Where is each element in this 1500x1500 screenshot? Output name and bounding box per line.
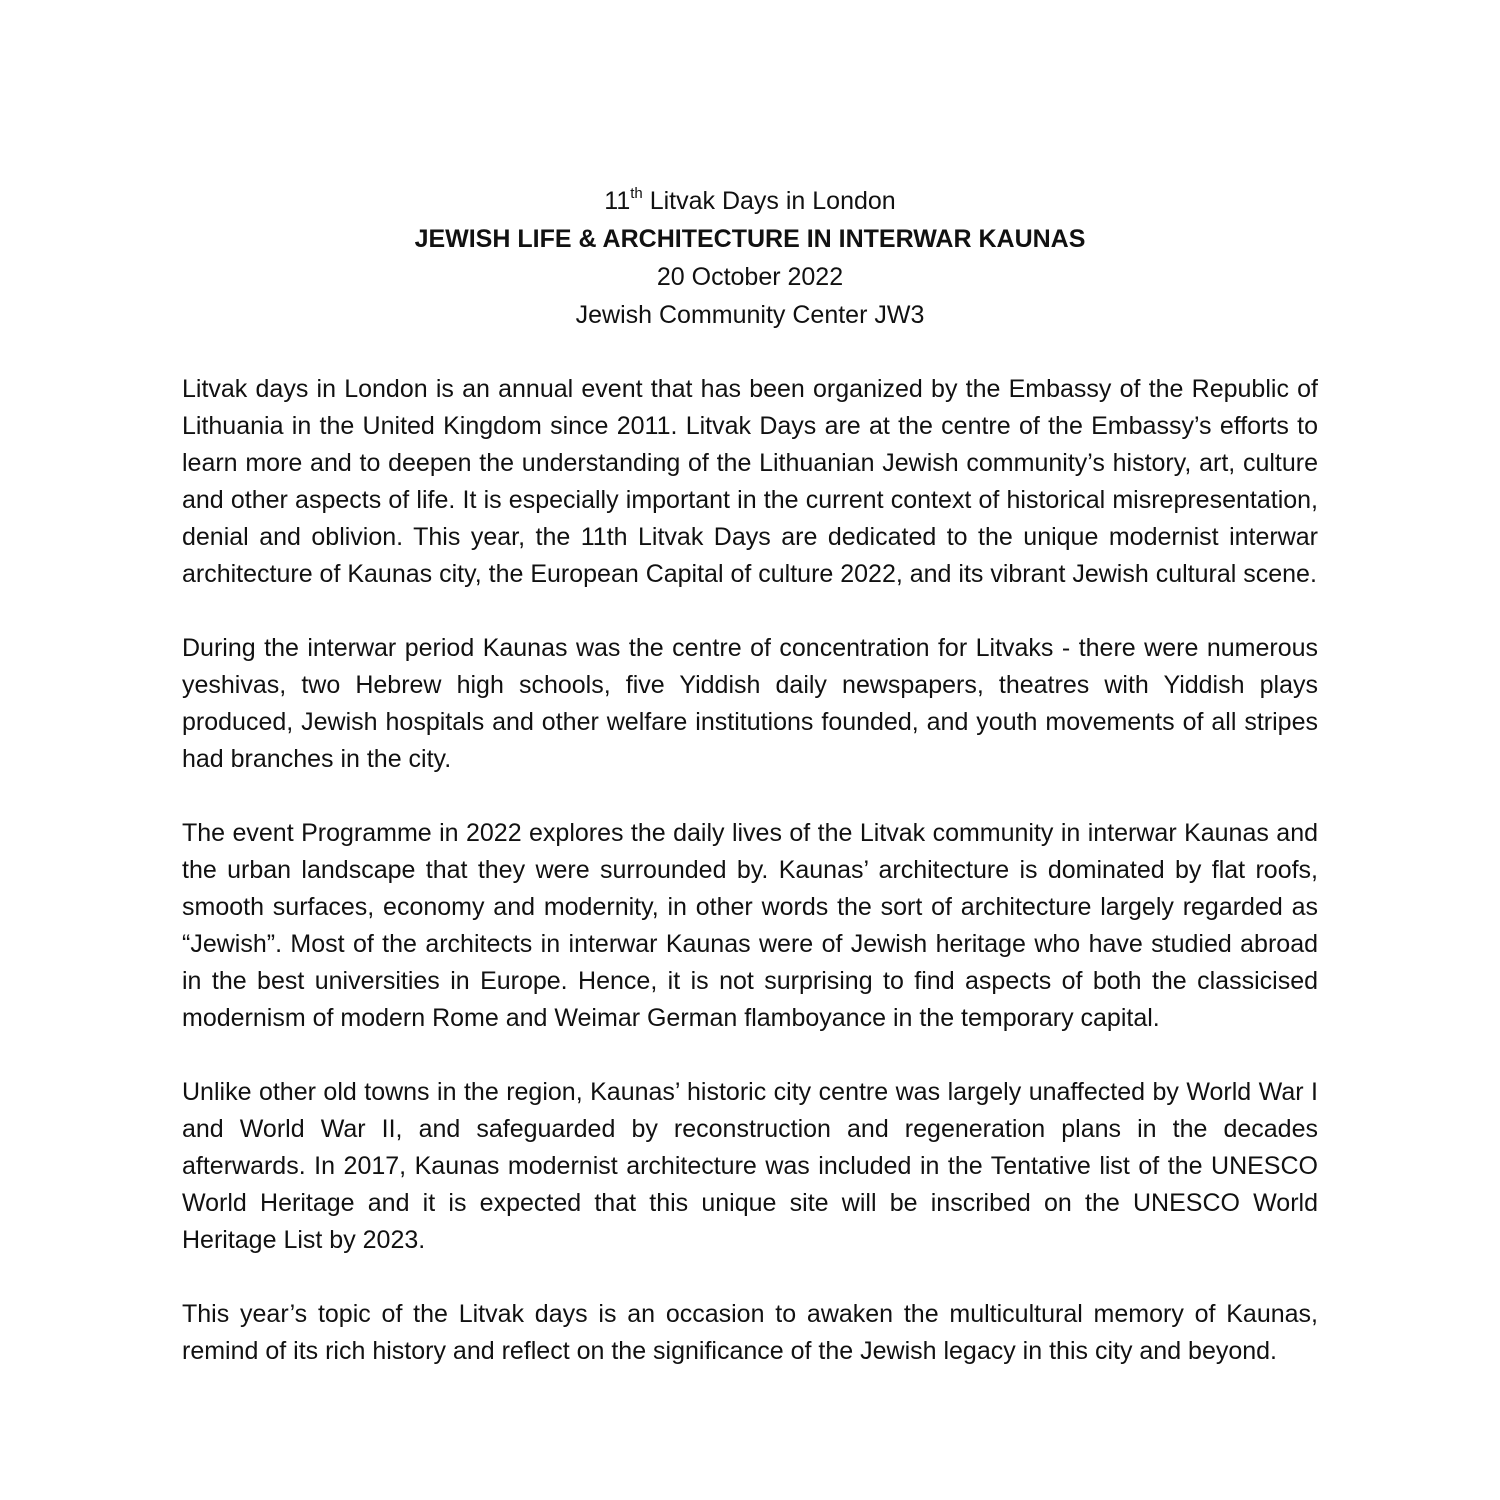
document-page xyxy=(182,182,1318,1370)
event-date: 20 October 2022 xyxy=(656,263,844,291)
document-title: JEWISH LIFE & ARCHITECTURE IN INTERWAR KAUNAS xyxy=(414,225,1086,253)
series-number: 11 xyxy=(604,187,631,215)
series-ordinal-suffix: th xyxy=(630,184,643,202)
paragraph-unesco: Unlike other old towns in the region, Kaunas’ historic city centre was largely unaffected by World War I and World War II, and safeguarded by reconstruction and regeneration plans in the decades afterwards. In 2017, Kaunas modernist architecture was included in the Tentative list of the UNESCO World Heritage and it is expected that this unique site will be inscribed on the UNESCO World Heritage List by 2023. xyxy=(182,1078,1318,1254)
event-venue: Jewish Community Center JW3 xyxy=(575,301,925,329)
paragraph-event-programme: The event Programme in 2022 explores the daily lives of the Litvak community in interwar Kaunas and the urban landscape that they were surrounded by. Kaunas’ architecture is dominated by flat roofs, smooth surfaces, economy and modernity, in other words the sort of architecture largely regarded as “Jewish”. Most of the architects in interwar Kaunas were of Jewish heritage who have studied abroad in the best universities in Europe. Hence, it is not surprising to find aspects of both the classicised modernism of modern Rome and Weimar German flamboyance in the temporary capital. xyxy=(182,819,1318,1032)
document-body xyxy=(182,371,1318,1370)
paragraph-interwar-period: During the interwar period Kaunas was the centre of concentration for Litvaks - there were numerous yeshivas, two Hebrew high schools, five Yiddish daily newspapers, theatres with Yiddish plays produced, Jewish hospitals and other welfare institutions founded, and youth movements of all stripes had branches in the city. xyxy=(182,634,1318,773)
paragraph-conclusion: This year’s topic of the Litvak days is an occasion to awaken the multicultural memory of Kaunas, remind of its rich history and reflect on the significance of the Jewish legacy in this city and beyond. xyxy=(182,1300,1318,1365)
event-series-line xyxy=(182,182,1318,220)
document-header xyxy=(182,182,1318,334)
paragraph-intro: Litvak days in London is an annual event that has been organized by the Embassy of the Republic of Lithuania in the United Kingdom since 2011. Litvak Days are at the centre of the Embassy’s efforts to learn more and to deepen the understanding of the Lithuanian Jewish community’s history, art, culture and other aspects of life. It is especially important in the current context of historical misrepresentation, denial and oblivion. This year, the 11th Litvak Days are dedicated to the unique modernist interwar architecture of Kaunas city, the European Capital of culture 2022, and its vibrant Jewish cultural scene. xyxy=(182,375,1318,588)
series-name: Litvak Days in London xyxy=(642,187,896,215)
